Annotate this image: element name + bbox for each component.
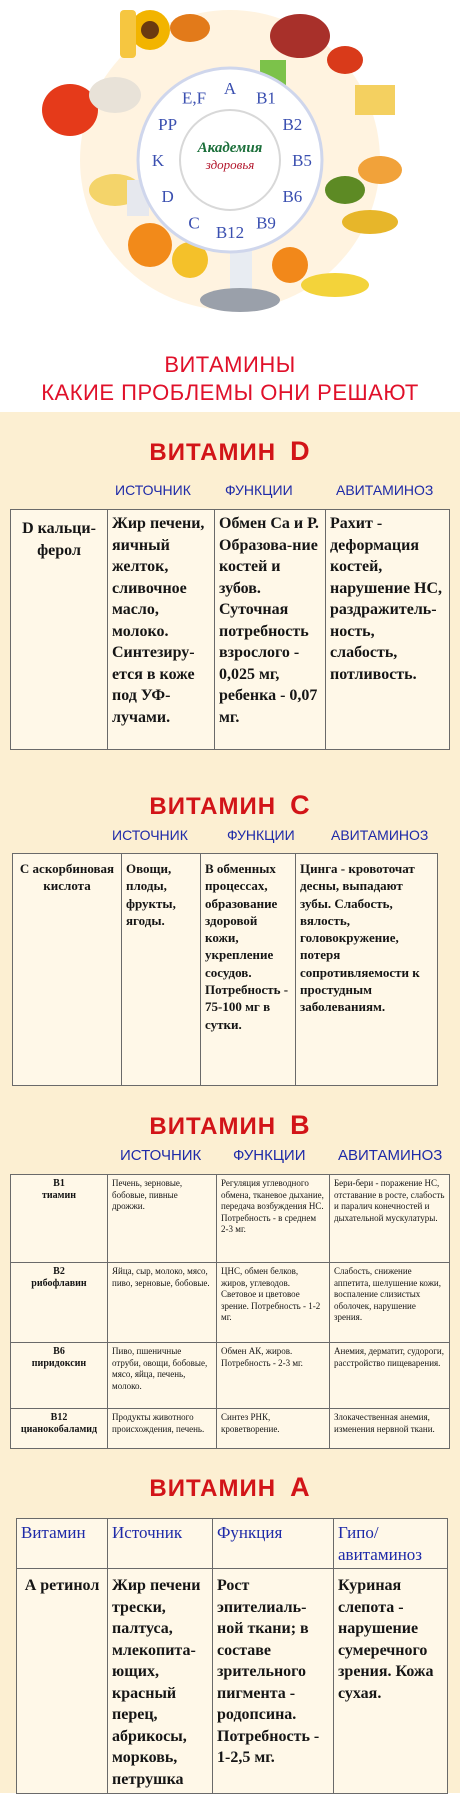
vitamin-b1-deficiency: Бери-бери - поражение НС, отставание в росте, слабость и паралич конечностей и дыхательной мускулатуры. [330,1175,450,1263]
wheel-letter: B9 [256,213,276,233]
vitamin-b6-function: Обмен АК, жиров. Потребность - 2-3 мг. [217,1343,330,1409]
vitamin-a-table [16,1518,448,1794]
wheel-letter: PP [158,115,178,134]
wheel-letter: B6 [282,187,303,206]
vitamin-a-word: ВИТАМИН [149,1475,277,1502]
vitamin-d-table [10,509,450,750]
vitamin-c-function: В обменных процессах, образование здоровой кожи, укрепление сосудов. Потребность - 75-100 мг в сутки. [201,854,296,1086]
vitamin-b6-deficiency: Анемия, дерматит, судороги, расстройство пищеварения. [330,1343,450,1409]
wheel-letter: E,F [181,88,207,108]
vitamin-b12-deficiency: Злокачественная анемия, изменения нервной ткани. [330,1409,450,1449]
vitamin-b1-source: Печень, зерновые, бобовые, пивные дрожжи. [108,1175,217,1263]
vitamin-c-word: ВИТАМИН [149,793,277,820]
vitamin-c-title [0,790,460,821]
wheel-letter: B1 [256,88,276,108]
vitamin-a-header-function: Функция [213,1519,334,1569]
vitamin-c-letter: С [290,790,311,820]
table-row [11,510,450,750]
vitamin-d-word: ВИТАМИН [149,439,277,466]
vitamin-b1-function: Регуляция углеводного обмена, тканевое дыхание, передача возбуждения НС. Потребность - в среднем 2-3 мг. [217,1175,330,1263]
logo [185,140,275,173]
meat-icon [270,14,330,58]
vitamin-c-header-source: ИСТОЧНИК [112,827,188,843]
vitamin-d-header-deficiency: АВИТАМИНОЗ [336,482,434,498]
hero-title-line1: ВИТАМИНЫ [164,352,296,377]
vitamin-b2-deficiency: Слабость, снижение аппетита, шелушение кожи, воспаление слизистых оболочек, нарушение зрения. [330,1263,450,1343]
cracker-icon [358,156,402,184]
vitamin-c-deficiency: Цинга - кровоточат десны, выпадают зубы. Слабость, вялость, головокружение, потеря сопротивляемости к простудным заболеваниям. [296,854,438,1086]
vitamin-b12-name: цианокобаламид [20,1423,98,1435]
wheel-letter: B12 [215,223,245,242]
cheese-icon [355,85,395,115]
wheel-letter: K [151,151,165,170]
vitamin-a-function: Рост эпителиаль-ной ткани; в составе зрительного пигмента - родопсина. Потребность - 1-2,5 мг. [213,1569,334,1794]
wheel-letter: D [161,187,174,206]
avocado-icon [325,176,365,204]
vitamin-d-deficiency: Рахит - деформация костей, нарушение НС, раздражитель-ность, слабость, потливость. [326,510,450,750]
table-row [11,1409,450,1449]
vitamin-b6-source: Пиво, пшеничные отруби, овощи, бобовые, мясо, яйца, печень, молоко. [108,1343,217,1409]
fish-icon [200,288,280,312]
vitamin-b6-code: В6 [53,1346,65,1357]
table-row [11,1263,450,1343]
table-row [11,1175,450,1263]
vitamin-b-word: ВИТАМИН [149,1113,277,1140]
carrot-icon [170,14,210,42]
vitamin-d-title [0,436,460,467]
vitamin-b12-code: В12 [50,1412,68,1423]
vitamin-a-name: А ретинол [17,1569,108,1794]
vitamin-b12-source: Продукты животного происхождения, печень. [108,1409,217,1449]
logo-line1: Академия [197,140,263,156]
vitamin-b-header-deficiency: АВИТАМИНОЗ [338,1147,443,1164]
oil-bottle-icon [120,10,136,58]
logo-line2: здоровья [205,157,255,172]
orange-slice-icon [272,247,308,283]
vitamin-b1-code: В1 [53,1178,65,1189]
vitamin-d-header-function: ФУНКЦИИ [225,482,293,498]
vitamin-a-source: Жир печени трески, палтуса, млекопита-ющих, красный перец, абрикосы, морковь, петрушка [108,1569,213,1794]
orange-icon [128,223,172,267]
vitamin-a-header-source: Источник [108,1519,213,1569]
vitamin-b-table [10,1174,450,1449]
vitamin-c-source: Овощи, плоды, фрукты, ягоды. [122,854,201,1086]
vitamin-b-title [0,1110,460,1141]
vitamin-b2-source: Яйца, сыр, молоко, мясо, пиво, зерновые, бобовые. [108,1263,217,1343]
table-row [17,1519,448,1569]
vitamin-b-header-source: ИСТОЧНИК [120,1147,202,1164]
vitamin-b-header-function: ФУНКЦИИ [233,1147,306,1164]
vitamin-d-function: Обмен Са и Р. Образова-ние костей и зубов. Суточная потребность взрослого - 0,025 мг, ребенка - 0,07 мг. [215,510,326,750]
vitamin-d-name: D кальци-ферол [11,510,108,750]
vitamin-a-deficiency: Куриная слепота - нарушение сумеречного зрения. Кожа сухая. [334,1569,448,1794]
wheel-letter: B5 [292,151,312,170]
pepper-icon [327,46,363,74]
table-row [11,1343,450,1409]
vitamin-wheel-illustration [0,0,460,350]
vitamin-b2-name: рибофлавин [31,1277,87,1289]
banana-icon [301,273,369,297]
table-row [13,854,438,1086]
hero-title-line2: КАКИЕ ПРОБЛЕМЫ ОНИ РЕШАЮТ [41,380,419,405]
wheel-letter: A [223,79,237,98]
vitamin-b6-name: пиридоксин [31,1357,87,1369]
vitamin-a-header-deficiency: Гипо/авитаминоз [334,1519,448,1569]
wheel-letter: C [188,213,200,233]
corn-icon [342,210,398,234]
vitamin-b1-name: тиамин [41,1189,76,1201]
vitamin-c-header-deficiency: АВИТАМИНОЗ [331,827,429,843]
vitamin-b-letter: В [290,1110,311,1140]
vitamin-c-name: С аскорбиновая кислота [13,854,122,1086]
vitamin-c-table [12,853,438,1086]
hero-banner [0,0,460,410]
wheel-letter: B2 [282,115,303,134]
vitamin-a-title [0,1472,460,1503]
table-row [17,1569,448,1794]
vitamin-a-header-vitamin: Витамин [17,1519,108,1569]
vitamin-c-header-function: ФУНКЦИИ [227,827,295,843]
vitamin-d-source: Жир печени, яичный желток, сливочное масло, молоко. Синтезиру-ется в коже под УФ-лучами. [108,510,215,750]
vitamin-b2-function: ЦНС, обмен белков, жиров, углеводов. Световое и цветовое зрение. Потребность - 1-2 мг. [217,1263,330,1343]
vitamin-b2-code: В2 [53,1266,65,1277]
vitamin-b12-function: Синтез РНК, кроветворение. [217,1409,330,1449]
vitamins-panel [0,412,460,1793]
vitamin-d-letter: D [290,436,311,466]
mushroom-icon [89,77,141,113]
vitamin-d-header-source: ИСТОЧНИК [115,482,191,498]
vitamin-a-letter: А [290,1472,311,1502]
